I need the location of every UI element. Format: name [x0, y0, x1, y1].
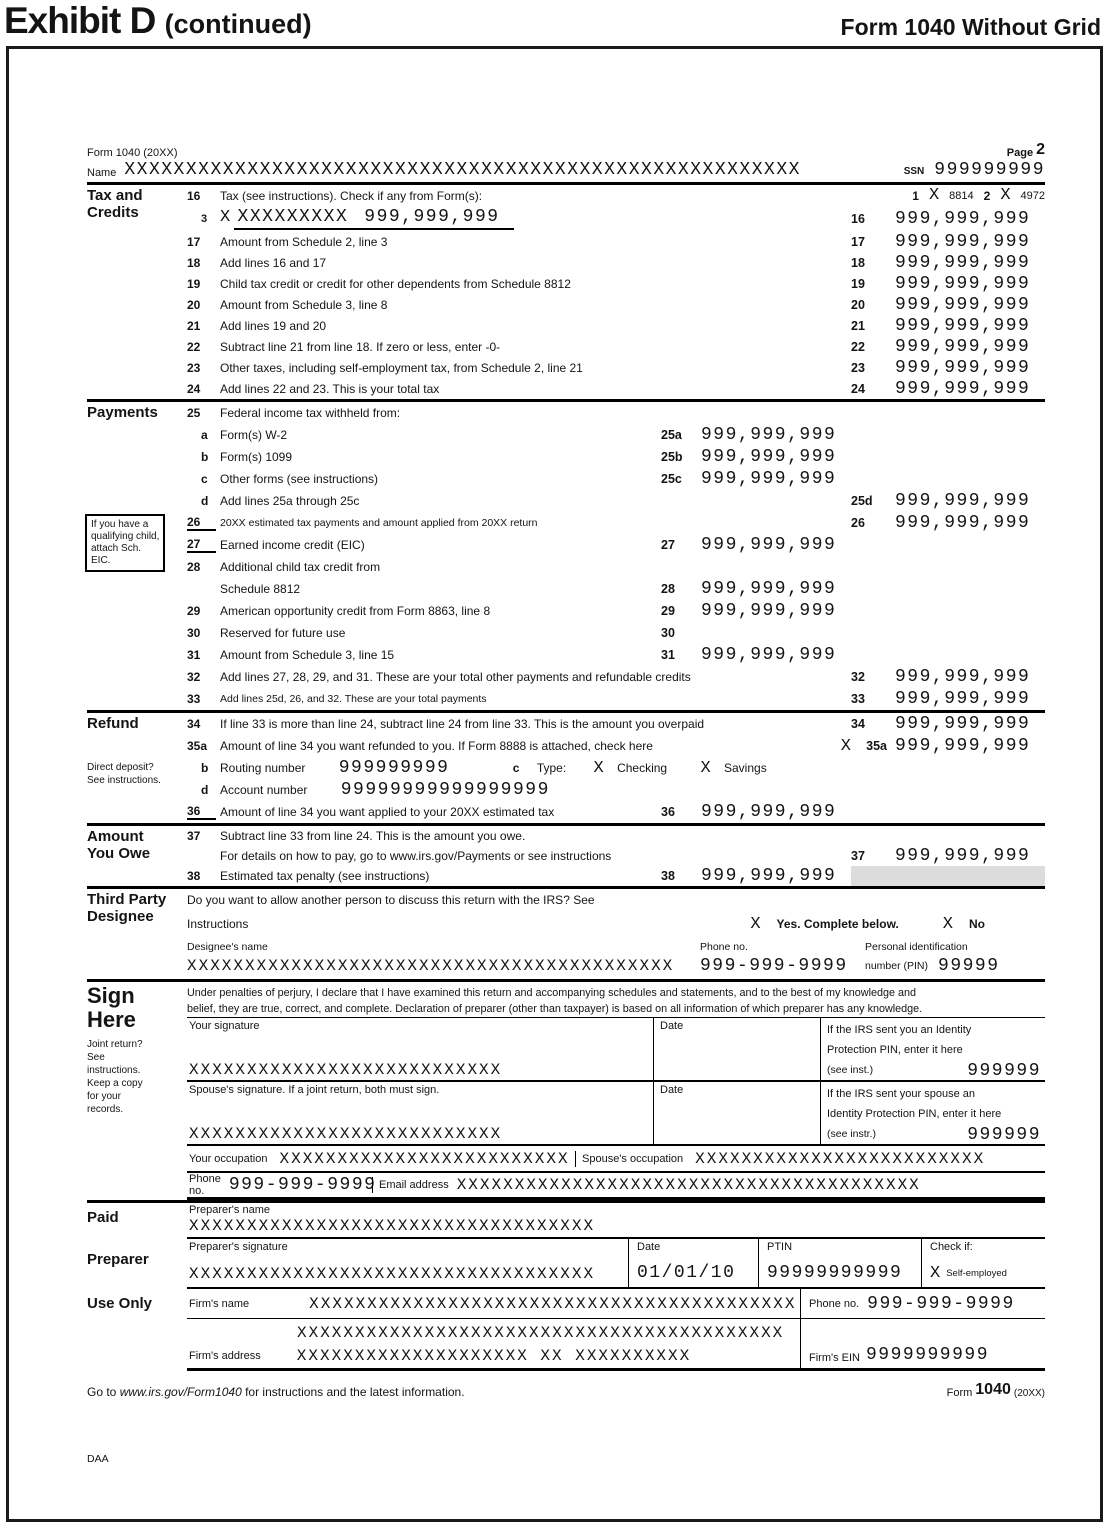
designee-phone-label: Phone no. — [700, 941, 748, 953]
line-34-row: 34 If line 33 is more than line 24, subtract line 24 from line 33. This is the amount you overpaid 34 999,999,999 — [187, 713, 1045, 735]
form-4972-checkbox: X — [1000, 186, 1011, 205]
occupation-row — [187, 1146, 1045, 1173]
line-35a-row: 35a Amount of line 34 you want refunded to you. If Form 8888 is attached, check here X 35a 999,999,999 — [187, 735, 1045, 757]
line-27-row: 27 Earned income credit (EIC) 27 999,999,999 — [187, 534, 1045, 556]
line-33-row: 33 Add lines 25d, 26, and 32. These are your total payments 33 999,999,999 — [187, 688, 1045, 710]
firm-address-row — [187, 1319, 1045, 1371]
ptin-value: 99999999999 — [767, 1263, 903, 1283]
spouse-occupation-value: XXXXXXXXXXXXXXXXXXXXXXXXX — [695, 1149, 986, 1168]
line-17-row: 17 Amount from Schedule 2, line 3 17 999,999,999 — [187, 231, 1045, 252]
line-38-amount: 999,999,999 — [701, 866, 837, 886]
designee-phone-value: 999-999-9999 — [700, 956, 848, 976]
line-23-row: 23 Other taxes, including self-employment tax, from Schedule 2, line 21 23 999,999,999 — [187, 357, 1045, 378]
footer-goto-pre: Go to — [87, 1385, 117, 1399]
line-33-amount: 999,999,999 — [895, 689, 1031, 709]
form-content — [87, 141, 1045, 1399]
your-ip-pin-cell: If the IRS sent you an Identity Protection PIN, enter it here (see inst.) 999999 — [820, 1018, 1045, 1080]
line-28b-label: Schedule 8812 — [220, 582, 301, 596]
line-32-label: Add lines 27, 28, 29, and 31. These are your total other payments and refundable credits — [220, 670, 691, 684]
line-17-amount: 999,999,999 — [895, 231, 1031, 252]
line-21-label: Add lines 19 and 20 — [220, 318, 327, 333]
line-16-3-checkbox: X — [220, 207, 231, 227]
preparer-name-value: XXXXXXXXXXXXXXXXXXXXXXXXXXXXXXXXXXX — [189, 1217, 596, 1235]
exhibit-title — [4, 0, 312, 42]
section-amount-you-owe — [87, 826, 1045, 889]
line-32-amount: 999,999,999 — [895, 667, 1031, 687]
spouse-ip-pin-value: 999999 — [967, 1125, 1041, 1145]
tax-credits-title: Tax and Credits — [87, 187, 143, 221]
perjury-statement: Under penalties of perjury, I declare that I have examined this return and accompanying schedules and statements, and to the best of my knowledge and belief, they are true, correct, and complete. Declaration of preparer (other than taxpayer) is based on all information of which preparer has any knowledge. — [187, 987, 923, 1015]
ptin-label: PTIN — [767, 1241, 793, 1253]
name-ssn-row — [87, 159, 1045, 185]
line-24-row: 24 Add lines 22 and 23. This is your total tax 24 999,999,999 — [187, 378, 1045, 399]
ssn-label: SSN — [903, 166, 925, 177]
account-number-value: 99999999999999999 — [340, 781, 550, 799]
line-25b-row: b Form(s) 1099 25b 999,999,999 — [187, 446, 1045, 468]
phone-label: Phone no. — [189, 1173, 221, 1197]
spouse-ip-pin-see-inst: (see instr.) — [827, 1128, 877, 1140]
line-31-amount: 999,999,999 — [701, 645, 837, 665]
line-24-amount: 999,999,999 — [895, 378, 1031, 399]
form-8888-checkbox: X — [840, 736, 851, 756]
line-26-label: 20XX estimated tax payments and amount applied from 20XX return — [220, 517, 538, 529]
name-label: Name — [87, 167, 117, 179]
firm-ein-label: Firm's EIN — [809, 1352, 860, 1364]
line-19-label: Child tax credit or credit for other dependents from Schedule 8812 — [220, 276, 571, 291]
line-25d-row: d Add lines 25a through 25c 25d 999,999,999 — [187, 490, 1045, 512]
line-20-amount: 999,999,999 — [895, 294, 1031, 315]
spouse-signature-value: XXXXXXXXXXXXXXXXXXXXXXXXXXX — [189, 1125, 503, 1143]
form-8814-label: 8814 — [949, 189, 974, 202]
section-payments — [87, 402, 1045, 713]
designee-yes-checkbox: X — [750, 914, 761, 934]
line-25c-label: Other forms (see instructions) — [220, 472, 379, 486]
line-25d-label: Add lines 25a through 25c — [220, 494, 360, 508]
designee-no-checkbox: X — [942, 914, 953, 934]
line-27-label: Earned income credit (EIC) — [220, 538, 365, 552]
paid-preparer-title: Paid Preparer Use Only — [87, 1209, 153, 1312]
line-36-row: 36 Amount of line 34 you want applied to your 20XX estimated tax 36 999,999,999 — [187, 801, 1045, 823]
payments-title: Payments If you have a qualifying child, attach Sch. EIC. — [87, 402, 187, 710]
line-20-row: 20 Amount from Schedule 3, line 8 20 999,999,999 — [187, 294, 1045, 315]
line-25c-row: c Other forms (see instructions) 25c 999,999,999 — [187, 468, 1045, 490]
account-type-label: Type: — [536, 761, 567, 775]
designee-name-value: XXXXXXXXXXXXXXXXXXXXXXXXXXXXXXXXXXXXXXXXXX — [187, 957, 675, 975]
line-18-label: Add lines 16 and 17 — [220, 255, 327, 270]
line-32-row: 32 Add lines 27, 28, 29, and 31. These are your total other payments and refundable credits 32 999,999,999 — [187, 666, 1045, 688]
designee-question-line2 — [187, 911, 1045, 937]
exhibit-title-main: Exhibit D — [4, 0, 156, 41]
firm-name-row — [187, 1289, 1045, 1319]
self-employed-checkbox: X — [930, 1264, 941, 1283]
line-25a-amount: 999,999,999 — [701, 425, 837, 445]
line-36-amount: 999,999,999 — [701, 802, 837, 822]
checking-label: Checking — [617, 761, 668, 775]
section-refund — [87, 713, 1045, 826]
designee-instructions-label: Instructions — [187, 917, 249, 931]
preparer-signature-row — [187, 1239, 1045, 1289]
your-signature-value: XXXXXXXXXXXXXXXXXXXXXXXXXXX — [189, 1061, 503, 1079]
line-37-label: Subtract line 33 from line 24. This is the amount you owe. — [220, 829, 526, 843]
line-25d-amount: 999,999,999 — [895, 491, 1031, 511]
line-22-amount: 999,999,999 — [895, 336, 1031, 357]
line-16-amount: 999,999,999 — [895, 208, 1031, 229]
line-36-label: Amount of line 34 you want applied to your 20XX estimated tax — [220, 805, 555, 819]
email-label: Email address — [379, 1179, 449, 1191]
line-18-amount: 999,999,999 — [895, 252, 1031, 273]
line-16-3-amount: 999,999,999 — [364, 207, 500, 227]
sign-here-title: Sign Here Joint return? See instructions. Keep a copy for your records. — [87, 982, 187, 1200]
designee-pin-label-1: Personal identification — [865, 941, 968, 953]
preparer-date-label: Date — [637, 1241, 661, 1253]
line-22-row: 22 Subtract line 21 from line 18. If zero or less, enter -0- 22 999,999,999 — [187, 336, 1045, 357]
firm-name-line2: XXXXXXXXXXXXXXXXXXXXXXXXXXXXXXXXXXXXXXXXXX — [297, 1324, 785, 1342]
your-signature-row — [187, 1018, 1045, 1082]
line-31-row: 31 Amount from Schedule 3, line 15 31 999,999,999 — [187, 644, 1045, 666]
routing-number-value: 999999999 — [338, 759, 450, 777]
line-18-row: 18 Add lines 16 and 17 18 999,999,999 — [187, 252, 1045, 273]
line-21-row: 21 Add lines 19 and 20 21 999,999,999 — [187, 315, 1045, 336]
phone-email-row — [187, 1173, 1045, 1200]
line-29-amount: 999,999,999 — [701, 601, 837, 621]
line-25a-label: Form(s) W-2 — [220, 428, 288, 442]
line-26-amount: 999,999,999 — [895, 513, 1031, 533]
line-28-label: Additional child tax credit from — [220, 560, 381, 574]
footer-form-number: 1040 — [975, 1381, 1011, 1398]
firm-name-label: Firm's name — [189, 1297, 250, 1310]
line-22-label: Subtract line 21 from line 18. If zero or less, enter -0- — [220, 339, 501, 354]
footer-form-word: Form — [946, 1387, 973, 1399]
line-25a-row: a Form(s) W-2 25a 999,999,999 — [187, 424, 1045, 446]
savings-label: Savings — [724, 761, 767, 775]
line-16b-row: 3 X XXXXXXXXX 999,999,999 16 999,999,999 — [187, 206, 1045, 231]
third-party-designee-title: Third Party Designee — [87, 891, 167, 925]
page-header — [0, 0, 1109, 44]
line-35a-amount: 999,999,999 — [895, 736, 1031, 756]
firm-name-value: XXXXXXXXXXXXXXXXXXXXXXXXXXXXXXXXXXXXXXXXXX — [309, 1294, 797, 1313]
your-ip-pin-value: 999999 — [967, 1061, 1041, 1081]
section-paid-preparer — [87, 1203, 1045, 1371]
line-25b-label: Form(s) 1099 — [220, 450, 293, 464]
firm-address-label: Firm's address — [189, 1350, 261, 1362]
footer-form-year: (20XX) — [1013, 1388, 1045, 1399]
ssn-value: 999999999 — [934, 160, 1045, 180]
line-35a-label: Amount of line 34 you want refunded to you. If Form 8888 is attached, check here — [220, 739, 653, 753]
direct-deposit-note: Direct deposit? See instructions. — [87, 762, 161, 786]
designee-field-labels — [187, 937, 1045, 953]
daa-mark: DAA — [87, 1453, 109, 1465]
amount-you-owe-title: Amount You Owe — [87, 828, 151, 862]
your-occupation-label: Your occupation — [189, 1152, 268, 1165]
designee-name-label: Designee's name — [187, 941, 268, 953]
spouse-signature-row — [187, 1082, 1045, 1146]
section-third-party-designee — [87, 889, 1045, 982]
form-4972-label: 4972 — [1020, 189, 1045, 202]
line-21-amount: 999,999,999 — [895, 315, 1031, 336]
line-30-row: 30 Reserved for future use 30 — [187, 626, 675, 640]
spouse-ip-pin-cell: If the IRS sent your spouse an Identity Protection PIN, enter it here (see instr.) 999999 — [820, 1082, 1045, 1144]
footer-url: www.irs.gov/Form1040 — [119, 1385, 242, 1399]
line-37b-row: For details on how to pay, go to www.irs.gov/Payments or see instructions 37 999,999,999 — [187, 846, 1045, 866]
joint-return-note: Joint return? See instructions. Keep a copy for your records. — [87, 1039, 143, 1115]
designee-yes-label: Yes. Complete below. — [776, 917, 899, 931]
line-23-amount: 999,999,999 — [895, 357, 1031, 378]
line-29-label: American opportunity credit from Form 8863, line 8 — [220, 604, 491, 618]
line-25-label: Federal income tax withheld from: — [220, 406, 401, 420]
your-signature-date-cell: Date — [653, 1018, 820, 1080]
line-25b-amount: 999,999,999 — [701, 447, 837, 467]
line-34-amount: 999,999,999 — [895, 714, 1031, 734]
section-tax-credits — [87, 185, 1045, 402]
section-sign-here — [87, 982, 1045, 1203]
form-border-box — [6, 46, 1103, 1522]
line-16-label: Tax (see instructions). Check if any from Form(s): — [220, 188, 483, 203]
self-employed-label: Self-employed — [946, 1268, 1007, 1279]
firm-address-value: XXXXXXXXXXXXXXXXXXXX XX XXXXXXXXXX — [296, 1347, 692, 1365]
name-value: XXXXXXXXXXXXXXXXXXXXXXXXXXXXXXXXXXXXXXXXXXXXXXXXXXXXXXX — [124, 160, 801, 180]
refund-title: Refund Direct deposit? See instructions. — [87, 715, 161, 786]
footer-goto-post: for instructions and the latest information. — [245, 1385, 465, 1399]
line-25c-amount: 999,999,999 — [701, 469, 837, 489]
line-16-checkboxes: 1 X 8814 2 X 4972 — [912, 186, 1045, 205]
line-33-label: Add lines 25d, 26, and 32. These are your total payments — [220, 693, 487, 705]
line-16-row: 16 Tax (see instructions). Check if any from Form(s): 1 X 8814 2 X 4972 — [187, 186, 1045, 205]
line-27-amount: 999,999,999 — [701, 535, 837, 555]
firm-phone-label: Phone no. — [809, 1297, 860, 1310]
line-25-row: 25 Federal income tax withheld from: — [187, 402, 1045, 424]
spouse-occupation-label: Spouse's occupation — [582, 1152, 684, 1165]
form-id-row — [87, 141, 1045, 159]
line-28b-row: Schedule 8812 28 999,999,999 — [187, 578, 1045, 600]
form-footer — [87, 1375, 1045, 1399]
signature-grid — [187, 1017, 1045, 1200]
line-31-label: Amount from Schedule 3, line 15 — [220, 648, 395, 662]
line-19-row: 19 Child tax credit or credit for other dependents from Schedule 8812 19 999,999,999 — [187, 273, 1045, 294]
line-38-row: 38 Estimated tax penalty (see instructions) 38 999,999,999 — [187, 866, 1045, 886]
designee-question-line1: Do you want to allow another person to discuss this return with the IRS? See — [187, 893, 595, 907]
form-8814-checkbox: X — [928, 186, 940, 205]
firm-ein-value: 9999999999 — [865, 1345, 990, 1365]
line-29-row: 29 American opportunity credit from Form 8863, line 8 29 999,999,999 — [187, 600, 1045, 622]
checking-checkbox: X — [593, 759, 604, 777]
your-signature-label: Your signature — [189, 1020, 260, 1032]
line-16-3-text: XXXXXXXXX — [237, 207, 349, 227]
line-19-amount: 999,999,999 — [895, 273, 1031, 294]
line-35d-row: d Account number 99999999999999999 — [201, 781, 550, 799]
line-23-label: Other taxes, including self-employment tax, from Schedule 2, line 21 — [220, 360, 583, 375]
your-occupation-value: XXXXXXXXXXXXXXXXXXXXXXXXX — [279, 1149, 570, 1168]
line-38-label: Estimated tax penalty (see instructions) — [220, 869, 430, 883]
spouse-signature-date-cell: Date — [653, 1082, 820, 1144]
line-28-row: 28 Additional child tax credit from — [187, 556, 1045, 578]
line-30-label: Reserved for future use — [220, 626, 346, 640]
preparer-signature-label: Preparer's signature — [189, 1241, 288, 1253]
line-16-3-entry — [234, 208, 514, 230]
phone-value: 999-999-9999 — [228, 1175, 377, 1195]
designee-field-values — [187, 953, 1045, 979]
check-if-label: Check if: — [930, 1241, 973, 1253]
line-34-label: If line 33 is more than line 24, subtract line 24 from line 33. This is the amount you overpaid — [220, 717, 705, 731]
qualifying-child-note: If you have a qualifying child, attach Sch. EIC. — [85, 514, 165, 572]
line-37-row: 37 Subtract line 33 from line 24. This is the amount you owe. — [187, 826, 1045, 846]
page-word: Page — [1006, 147, 1034, 159]
designee-pin-value: 99999 — [938, 956, 1000, 976]
line-20-label: Amount from Schedule 3, line 8 — [220, 297, 388, 312]
spouse-signature-label: Spouse's signature. If a joint return, both must sign. — [189, 1084, 440, 1096]
preparer-signature-value: XXXXXXXXXXXXXXXXXXXXXXXXXXXXXXXXXXX — [189, 1265, 596, 1283]
your-ip-pin-see-inst: (see inst.) — [827, 1064, 874, 1076]
line-26-row: 26 20XX estimated tax payments and amount applied from 20XX return 26 999,999,999 — [187, 512, 1045, 534]
form-id: Form 1040 (20XX) — [87, 147, 178, 159]
exhibit-title-continued: (continued) — [164, 9, 312, 39]
email-value: XXXXXXXXXXXXXXXXXXXXXXXXXXXXXXXXXXXXXXXX — [456, 1176, 921, 1194]
account-number-label: Account number — [220, 783, 308, 797]
line-38-shaded-box — [851, 866, 1045, 886]
preparer-name-row — [187, 1203, 1045, 1239]
designee-pin-label-2: number (PIN) — [865, 960, 929, 972]
page-number: 2 — [1036, 141, 1045, 158]
header-right-title: Form 1040 Without Grid — [840, 14, 1101, 40]
preparer-date-value: 01/01/10 — [637, 1263, 736, 1283]
line-17-label: Amount from Schedule 2, line 3 — [220, 234, 388, 249]
line-37-amount: 999,999,999 — [895, 846, 1031, 866]
designee-no-label: No — [969, 917, 985, 931]
routing-number-label: Routing number — [220, 761, 306, 775]
preparer-name-label: Preparer's name — [189, 1204, 270, 1216]
firm-phone-value: 999-999-9999 — [867, 1293, 1015, 1314]
line-37b-label: For details on how to pay, go to www.irs.gov/Payments or see instructions — [220, 849, 612, 863]
line-24-label: Add lines 22 and 23. This is your total tax — [220, 381, 440, 396]
savings-checkbox: X — [700, 759, 711, 777]
line-28-amount: 999,999,999 — [701, 579, 837, 599]
line-35b-row: b Routing number 999999999 c Type: X Checking X Savings — [201, 759, 767, 777]
